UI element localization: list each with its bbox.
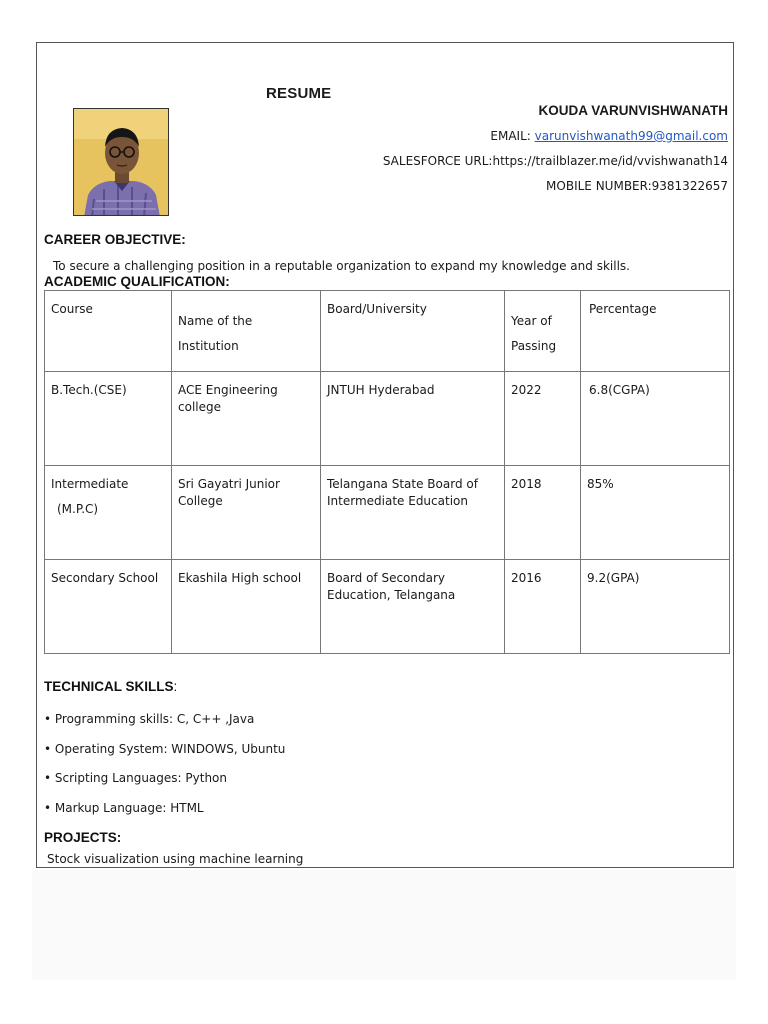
- table-header-row: [45, 291, 730, 372]
- table-row: [45, 466, 730, 560]
- project-item: Stock visualization using machine learning: [47, 852, 304, 866]
- table-row: [45, 372, 730, 466]
- row-institution: Sri Gayatri Junior College: [172, 466, 321, 560]
- row-percentage: 9.2(GPA): [581, 560, 730, 654]
- row-year: 2018: [505, 466, 581, 560]
- header-percentage: Percentage: [589, 302, 657, 316]
- profile-photo: [73, 108, 169, 216]
- salesforce-url: SALESFORCE URL:https://trailblazer.me/id/vvishwanath14: [382, 154, 728, 168]
- row-course-cell: [45, 466, 172, 560]
- technical-skills-colon: :: [173, 679, 178, 694]
- career-objective-text: To secure a challenging position in a reputable organization to expand my knowledge and skills.: [53, 259, 630, 273]
- technical-skills-heading: [44, 679, 177, 694]
- candidate-name: KOUDA VARUNVISHWANATH: [538, 103, 728, 118]
- list-item: • Operating System: WINDOWS, Ubuntu: [44, 741, 286, 756]
- row-board: Board of Secondary Education, Telangana: [321, 560, 505, 654]
- header-institution-line1: Name of the: [178, 314, 253, 328]
- skills-list: [44, 710, 285, 828]
- header-course: Course: [51, 302, 93, 316]
- email-label: EMAIL:: [490, 129, 535, 143]
- academic-table: [44, 290, 730, 654]
- row-course: Secondary School: [45, 560, 172, 654]
- row-institution: Ekashila High school: [172, 560, 321, 654]
- mobile-number: MOBILE NUMBER:9381322657: [546, 179, 728, 193]
- document-title: RESUME: [266, 85, 332, 102]
- header-board-cell: [321, 291, 505, 372]
- row-course: Intermediate: [51, 477, 129, 491]
- header-board: Board/University: [327, 302, 427, 316]
- table-row: [45, 560, 730, 654]
- contact-block: [383, 102, 728, 202]
- page-footer-area: [32, 870, 736, 980]
- academic-qualification-heading: ACADEMIC QUALIFICATION:: [44, 274, 230, 289]
- header-year-line1: Year of: [511, 314, 552, 328]
- header-institution-cell: [172, 291, 321, 372]
- list-item: • Scripting Languages: Python: [44, 771, 227, 785]
- row-course-sub: (M.P.C): [57, 502, 99, 516]
- header-institution-line2: Institution: [178, 339, 239, 353]
- list-item: • Programming skills: C, C++ ,Java: [44, 712, 255, 726]
- email-link[interactable]: varunvishwanath99@gmail.com: [534, 129, 728, 143]
- header-percentage-cell: [581, 291, 730, 372]
- projects-heading: PROJECTS:: [44, 830, 122, 845]
- row-percentage: 6.8(CGPA): [581, 372, 730, 466]
- row-board: JNTUH Hyderabad: [321, 372, 505, 466]
- row-course: B.Tech.(CSE): [45, 372, 172, 466]
- header-year-line2: Passing: [511, 339, 557, 353]
- technical-skills-title: TECHNICAL SKILLS: [44, 679, 174, 694]
- header-course-cell: [45, 291, 172, 372]
- row-year: 2016: [505, 560, 581, 654]
- row-year: 2022: [505, 372, 581, 466]
- career-objective-heading: CAREER OBJECTIVE:: [44, 232, 186, 247]
- row-institution: ACE Engineering college: [172, 372, 321, 466]
- header-year-cell: [505, 291, 581, 372]
- list-item: • Markup Language: HTML: [44, 800, 204, 815]
- row-percentage: 85%: [581, 466, 730, 560]
- row-board: Telangana State Board of Intermediate Education: [321, 466, 505, 560]
- email-line: [383, 127, 728, 152]
